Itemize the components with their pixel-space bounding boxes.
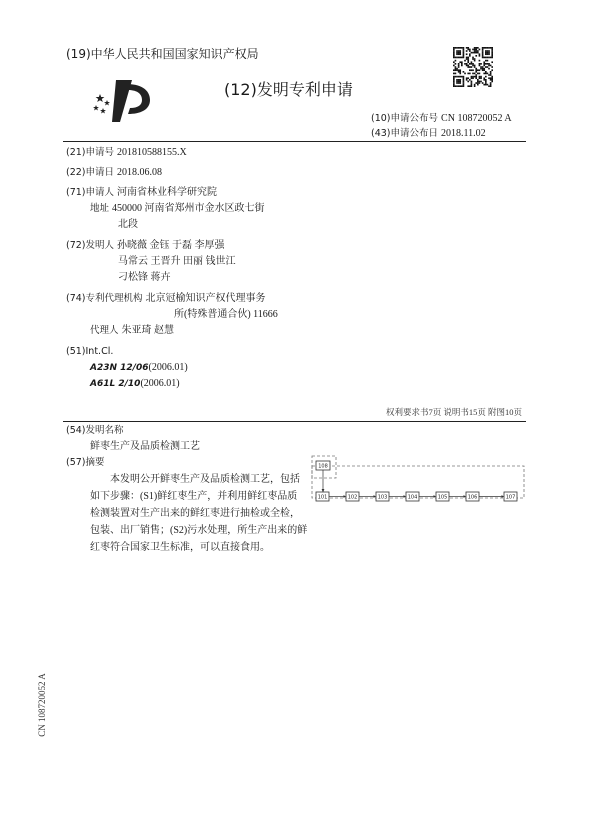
qr-code (453, 47, 493, 87)
ipc-class-2-code: A61L 2/10 (90, 379, 141, 389)
pages-summary: 权利要求书7页 说明书15页 附图10页 (385, 407, 522, 417)
abstract-figure (308, 454, 528, 510)
patent-agency-label: (74)专利代理机构 (66, 293, 143, 304)
inventors-line2: 马常云 王晋升 田丽 钱世江 (118, 256, 236, 267)
patent-agency-line2: 所(特殊普通合伙) 11666 (174, 309, 278, 320)
address-line1: 450000 河南省郑州市金水区政七街 (112, 203, 265, 214)
inventors (66, 239, 225, 252)
figure-box-label: 106 (467, 494, 478, 501)
publication-date (371, 127, 486, 140)
inventors-line1: 孙晓薇 金钰 于磊 李厚强 (117, 240, 225, 251)
agent (90, 324, 174, 337)
invention-title: 鲜枣生产及品质检测工艺 (90, 441, 200, 452)
address-label: 地址 (90, 203, 110, 214)
figure-box-108-label: 108 (318, 463, 328, 470)
application-date-label: (22)申请日 (66, 167, 115, 178)
agent-value: 朱亚琦 赵慧 (121, 325, 175, 336)
ipc-class-1 (90, 361, 188, 375)
abstract-label: (57)摘要 (66, 457, 105, 468)
publication-number-value: CN 108720052 A (441, 113, 512, 124)
abstract-figure-diagram (308, 454, 528, 510)
publication-number (371, 112, 512, 125)
publication-date-label: (43)申请公布日 (371, 128, 439, 139)
title-label: (54)发明名称 (66, 425, 124, 436)
abstract-line: 红枣符合国家卫生标准，可以直接食用。 (90, 542, 270, 553)
ipc-class-1-code: A23N 12/06 (90, 363, 149, 373)
application-number-label: (21)申请号 (66, 147, 115, 158)
patent-agency-line1: 北京冠榆知识产权代理事务 (145, 293, 266, 304)
publication-number-label: (10)申请公布号 (371, 113, 439, 124)
application-date-value: 2018.06.08 (117, 167, 163, 178)
applicant (66, 186, 217, 199)
inventors-line3: 刁松锋 蒋卉 (118, 272, 171, 283)
application-number-value: 201810588155.X (117, 147, 187, 158)
biblio-divider (63, 421, 526, 422)
document-kind: (12)发明专利申请 (224, 80, 353, 99)
address-line2: 北段 (118, 219, 138, 230)
header-divider (63, 141, 526, 142)
figure-box-label: 103 (377, 494, 388, 501)
figure-box-label: 102 (347, 494, 358, 501)
ipc-class-2 (90, 377, 180, 391)
inventors-label: (72)发明人 (66, 240, 115, 251)
applicant-value: 河南省林业科学研究院 (117, 187, 218, 198)
patent-agency (66, 292, 266, 305)
application-number (66, 146, 187, 159)
ipc-class-1-version: (2006.01) (148, 362, 188, 373)
abstract-text (90, 471, 308, 556)
figure-box-label: 104 (407, 494, 418, 501)
agent-label: 代理人 (90, 325, 119, 336)
side-publication-number: CN 108720052 A (37, 673, 47, 737)
publication-date-value: 2018.11.02 (441, 128, 486, 139)
int-cl-label: (51)Int.Cl. (66, 346, 114, 357)
application-date (66, 166, 162, 179)
figure-box-label: 107 (505, 494, 516, 501)
figure-box-label: 101 (317, 494, 328, 501)
office-name: (19)中华人民共和国国家知识产权局 (66, 47, 259, 61)
address (90, 202, 265, 215)
abstract-line: 本发明公开鲜枣生产及品质检测工艺，包括 (110, 474, 300, 485)
cnipa-logo (92, 78, 156, 124)
cnipa-logo-icon (92, 78, 156, 124)
abstract-line: 包装、出厂销售；(S2)污水处理，所生产出来的鲜 (90, 525, 308, 536)
qr-code-icon (453, 47, 493, 87)
figure-box-label: 105 (437, 494, 448, 501)
ipc-class-2-version: (2006.01) (140, 378, 180, 389)
abstract-line: 检测装置对生产出来的鲜红枣进行抽检或全检， (90, 508, 300, 519)
applicant-label: (71)申请人 (66, 187, 115, 198)
abstract-line: 如下步骤：(S1)鲜红枣生产，并利用鲜红枣品质 (90, 491, 298, 502)
